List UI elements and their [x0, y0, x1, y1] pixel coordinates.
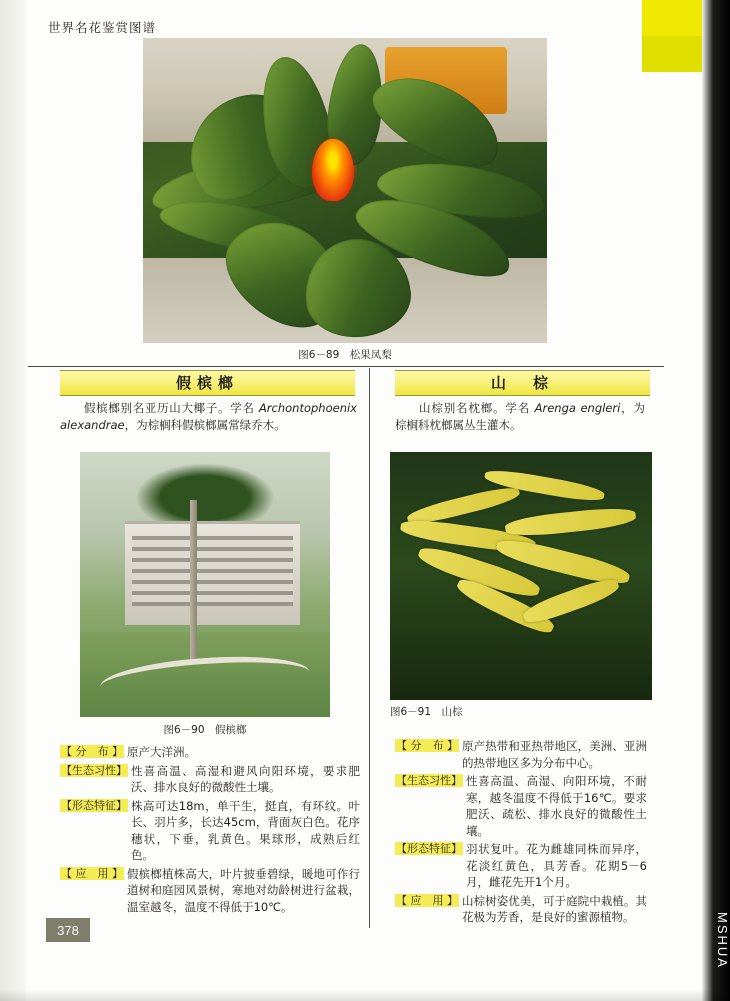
figure-caption-archontophoenix: 图6－90 假槟榔 [163, 724, 247, 736]
spec-value: 原产热带和亚热带地区，美洲、亚洲的热带地区多为分布中心。 [462, 739, 647, 770]
page-right-edge [702, 0, 730, 1001]
spec-value: 性喜高温、高湿和避风向阳环境，要求肥沃、排水良好的微酸性土壤。 [131, 763, 360, 794]
spec-label: 【 分 布 】 [396, 739, 458, 752]
spec-label: 【 应 用 】 [61, 866, 123, 880]
spec-row [395, 738, 647, 771]
frond-shape [521, 574, 621, 627]
page-title: 世界名花鉴赏图谱 [48, 20, 157, 35]
corner-marker-top [642, 0, 702, 36]
frond-shape [505, 505, 637, 538]
section-title-left [60, 370, 355, 396]
spec-value: 假槟榔植株高大，叶片披垂碧绿，暖地可作行道树和庭园风景树，寒地对幼龄树进行盆栽，温室越冬，温度不得低于10℃。 [127, 866, 360, 914]
spec-label: 【形态特征】 [396, 842, 462, 855]
bromeliad-inflorescence [312, 139, 354, 201]
section-title-right [395, 370, 650, 396]
column-divider [369, 368, 370, 928]
page-bottom-shade [0, 989, 730, 1001]
intro-text-left: 假槟榔别名亚历山大椰子。学名 Archontophoenix alexandrae，为棕榈科假槟榔属常绿乔木。 [60, 401, 357, 432]
spec-value: 性喜高温、高湿、向阳环境，不耐寒，越冬温度不得低于16℃。要求肥沃、疏松、排水良好的微酸性土壤。 [466, 774, 647, 838]
spec-value: 株高可达18m，单干生，挺直，有环纹。叶长、羽片多，长达45cm，背面灰白色。花序穗状，下垂，乳黄色。果球形，成熟后红色。 [131, 798, 360, 862]
intro-text-right: 山棕别名枕榔。学名 Arenga engleri，为棕榈科枕榔属丛生灌木。 [395, 401, 646, 432]
spec-list-left [60, 744, 360, 917]
spec-row [60, 763, 360, 796]
spec-row [60, 866, 360, 916]
figure-bromeliad-photo [143, 38, 547, 343]
spec-label: 【生态习性】 [61, 763, 127, 777]
spec-value: 羽状复叶。花为雌雄同株而异序，花淡红黄色，具芳香。花期5－6月，雌花先开1个月。 [466, 842, 647, 889]
page-number: 378 [46, 918, 90, 942]
photo-building [125, 521, 300, 625]
section-title-left-label: 假槟榔 [175, 374, 239, 392]
spec-row [60, 798, 360, 864]
spec-row [60, 744, 360, 761]
photo-palm-trunk [190, 500, 197, 664]
spec-row [395, 773, 647, 839]
figure-caption-bromeliad: 图6－89 松果凤梨 [298, 349, 392, 361]
section-divider [28, 366, 664, 367]
page-left-edge [0, 0, 26, 1001]
spec-label: 【 应 用 】 [396, 893, 458, 907]
figure-caption-arenga: 图6－91 山棕 [390, 706, 463, 718]
section-title-right-label: 山 棕 [490, 374, 554, 392]
spec-label: 【 分 布 】 [61, 745, 123, 758]
spec-label: 【形态特征】 [61, 798, 127, 812]
figure-archontophoenix-photo [80, 452, 330, 717]
spec-value: 原产大洋洲。 [127, 745, 196, 759]
spec-row [395, 841, 647, 891]
watermark: MSHUA [715, 911, 730, 969]
spec-row [395, 893, 647, 926]
spec-value: 山棕树姿优美，可于庭院中栽植。其花极为芳香，是良好的蜜源植物。 [462, 893, 647, 924]
figure-arenga-photo [390, 452, 652, 700]
spec-label: 【生态习性】 [396, 774, 462, 787]
photo-palm-crown [135, 463, 275, 521]
spec-list-right [395, 738, 647, 928]
